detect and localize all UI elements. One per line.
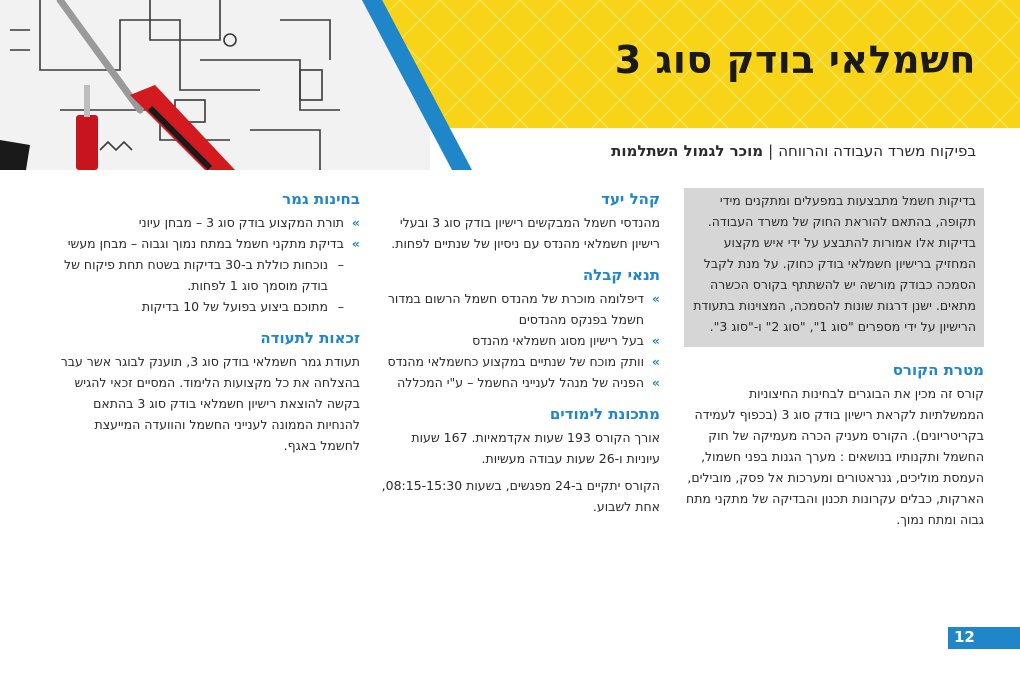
subtitle-supervision: בפיקוח משרד העבודה והרווחה: [778, 142, 976, 160]
course-goal-heading: מטרת הקורס: [892, 361, 984, 379]
list-item: » בעל רישיון מסוג חשמלאי מהנדס: [378, 330, 660, 351]
list-item: » דיפלומה מוכרת של מהנדס חשמל הרשום במדור חשמל בפנקס מהנדסים: [378, 288, 660, 330]
list-sub-item: – מתוכם ביצוע בפועל של 10 בדיקות: [60, 296, 360, 317]
intro-text: בדיקות חשמל מתבצעות במפעלים ומתקנים מידי תקופה, בהתאם להוראת החוק של משרד העבודה. בדיקות אלו אמורות להתבצע על ידי איש מקצוע המחזיק ברישיון חשמלאי בודק כחוק. על מנת לקבל הסמכה כבודק מורשה יש להשתתף בקורס הכשרה מתאים. ישנן דרגות שונות להסמכה, המצוינות בתעודת הרישיון על ידי מספרים "סוג 1", "סוג 2" ו-"סוג 3".: [693, 193, 976, 334]
list-sub-item: – נוכחות כוללת ב-30 בדיקות בשטח תחת פיקוח של בודק מוסמך סוג 1 לפחות.: [60, 254, 360, 296]
audience-heading: קהל יעד: [601, 190, 660, 208]
intro-box: [684, 188, 984, 347]
admission-heading: תנאי קבלה: [582, 266, 660, 284]
column-middle: [378, 188, 660, 527]
audience-text: מהנדסי חשמל המבקשים רישיון בודק סוג 3 ובעלי רישיון חשמלאי מהנדס עם ניסיון של שנתיים לפחות.: [391, 215, 660, 251]
section-course-goal: [684, 359, 984, 530]
curriculum-hours-text: אורך הקורס 193 שעות אקדמאיות. 167 שעות עיוניות ו-26 שעות עבודה מעשיות.: [411, 430, 660, 466]
list-item: » הפניה של מנהל לענייני החשמל – ע"י המכללה: [378, 372, 660, 393]
course-goal-text: קורס זה מכין את הבוגרים לבחינות החיצוניות הממשלתיות לקראת רישיון בודק סוג 3 (בכפוף לעמידה בקריטריונים). הקורס מעניק הכרה מעמיקה של חוק החשמל ותקנותיו בנושאים : מערך הגנות בפני חשמול, העמסת מוליכים, גנראטורים ומערכות אל פסק, מובילים, הארקות, כבלים עקרונות תכנון והבדיקה של מתקני מתח גבוה ומתח נמוך.: [686, 386, 984, 527]
list-item: » בדיקת מתקני חשמל במתח נמוך וגבוה – מבחן מעשי: [60, 233, 360, 254]
curriculum-schedule-text: הקורס יתקיים ב-24 מפגשים, בשעות 08:15-15:30, אחת לשבוע.: [381, 478, 660, 514]
page-subtitle: [611, 142, 976, 160]
section-final-exams: [60, 188, 360, 317]
final-exams-list: [60, 212, 360, 317]
page-title: חשמלאי בודק סוג 3: [614, 38, 976, 82]
column-right: [684, 188, 984, 540]
column-left: [60, 188, 360, 466]
section-curriculum: [378, 403, 660, 517]
certificate-text: תעודת גמר חשמלאי בודק סוג 3, תוענק לבוגר אשר עבר בהצלחה את כל מקצועות הלימוד. המסיים זכאי להגיש בקשה להוצאת רישיון חשמלאי בודק סוג 3 בהתאם להנחיות הממונה לענייני החשמל והוועדה המייעצת לחשמל באגף.: [60, 354, 360, 453]
list-item: » וותק מוכח של שנתיים במקצוע כחשמלאי מהנדס: [378, 351, 660, 372]
section-audience: [378, 188, 660, 254]
subtitle-separator: |: [768, 142, 774, 160]
curriculum-heading: מתכונת לימודים: [549, 405, 660, 423]
list-item: » תורת המקצוע בודק סוג 3 – מבחן עיוני: [60, 212, 360, 233]
final-exams-heading: בחינות גמר: [282, 190, 360, 208]
subtitle-recognition: מוכר לגמול השתלמות: [611, 142, 764, 160]
section-admission: [378, 264, 660, 393]
section-certificate: [60, 327, 360, 456]
certificate-heading: זכאות לתעודה: [260, 329, 360, 347]
page-number: 12: [954, 628, 975, 646]
page-number-tab: [948, 627, 1020, 649]
admission-list: [378, 288, 660, 393]
